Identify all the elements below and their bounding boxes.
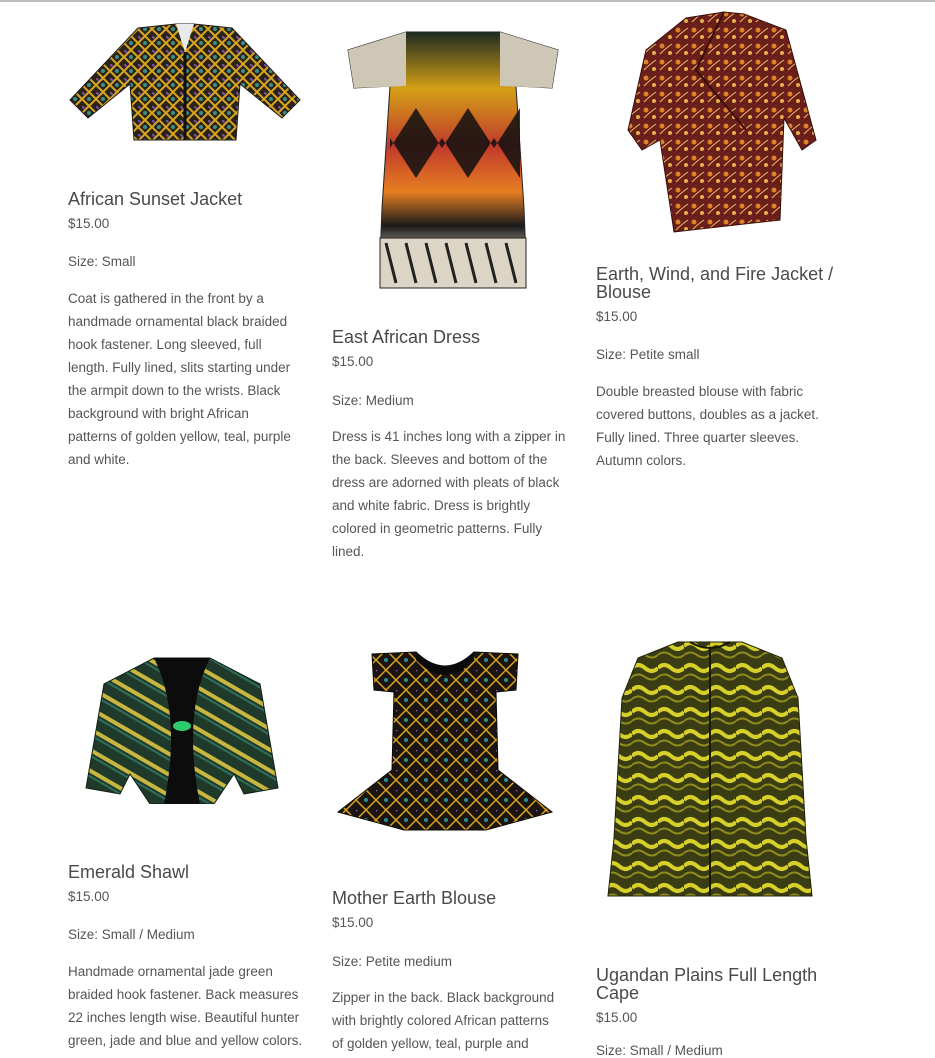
product-price: $15.00 <box>596 1010 638 1025</box>
description-line: covered buttons, doubles as a jacket. <box>596 407 819 422</box>
description-line: length. Fully lined, slits starting under <box>68 360 291 375</box>
description-line: Fully lined. Three quarter sleeves. <box>596 430 800 445</box>
product-description <box>332 425 565 563</box>
cape-image[interactable] <box>606 638 814 902</box>
product-price: $15.00 <box>332 354 374 369</box>
description-line: the back. Sleeves and bottom of the <box>332 452 548 467</box>
title-line[interactable]: Ugandan Plains Full Length <box>596 965 818 985</box>
blouse-image[interactable] <box>626 10 818 234</box>
peplum-blouse-image[interactable] <box>336 650 554 832</box>
description-line: hook fastener. Long sleeved, full <box>68 337 262 352</box>
product-price: $15.00 <box>68 889 110 904</box>
jacket-image[interactable] <box>68 22 302 144</box>
product-title[interactable]: Emerald Shawl <box>68 862 190 882</box>
description-line: Double breasted blouse with fabric <box>596 384 804 399</box>
product-description <box>68 287 291 471</box>
product-title[interactable]: Mother Earth Blouse <box>332 888 497 908</box>
description-line: with brightly colored African patterns <box>332 1013 549 1028</box>
description-line: colored in geometric patterns. Fully <box>332 521 543 536</box>
description-line: of golden yellow, teal, purple and <box>332 1036 529 1051</box>
title-line[interactable]: Cape <box>596 983 640 1003</box>
description-line: the armpit down to the wrists. Black <box>68 383 281 398</box>
description-line: Zipper in the back. Black background <box>332 990 555 1005</box>
description-line: Coat is gathered in the front by a <box>68 291 264 306</box>
description-line: handmade ornamental black braided <box>68 314 288 329</box>
product-title[interactable]: African Sunset Jacket <box>68 189 243 209</box>
description-line: and white fabric. Dress is brightly <box>332 498 531 513</box>
product-size: Size: Petite medium <box>332 954 453 969</box>
title-line[interactable]: Earth, Wind, and Fire Jacket / <box>596 264 834 284</box>
description-line: dress are adorned with pleats of black <box>332 475 560 490</box>
product-title[interactable] <box>596 265 833 301</box>
product-size: Size: Small <box>68 254 136 269</box>
product-title[interactable] <box>596 966 817 1002</box>
top-divider <box>0 0 935 2</box>
product-title[interactable]: East African Dress <box>332 327 481 347</box>
product-size: Size: Small / Medium <box>596 1043 723 1058</box>
product-description <box>332 986 554 1055</box>
description-line: 22 inches length wise. Beautiful hunter <box>68 1010 300 1025</box>
dress-image[interactable] <box>346 28 560 290</box>
description-line: and white. <box>68 452 130 467</box>
description-line: braided hook fastener. Back measures <box>68 987 299 1002</box>
description-line: Dress is 41 inches long with a zipper in <box>332 429 566 444</box>
description-line: background with bright African <box>68 406 249 421</box>
product-size: Size: Medium <box>332 393 414 408</box>
product-description <box>596 380 819 472</box>
description-line: green, jade and blue and yellow colors. <box>68 1033 303 1048</box>
product-price: $15.00 <box>332 915 374 930</box>
description-line: patterns of golden yellow, teal, purple <box>68 429 291 444</box>
product-size: Size: Small / Medium <box>68 927 195 942</box>
shawl-image[interactable] <box>84 654 280 804</box>
product-price: $15.00 <box>68 216 110 231</box>
description-line: Autumn colors. <box>596 453 687 468</box>
product-size: Size: Petite small <box>596 347 700 362</box>
description-line: lined. <box>332 544 365 559</box>
description-line: Handmade ornamental jade green <box>68 964 273 979</box>
title-line[interactable]: Blouse <box>596 282 652 302</box>
product-price: $15.00 <box>596 309 638 324</box>
product-description <box>68 960 302 1052</box>
